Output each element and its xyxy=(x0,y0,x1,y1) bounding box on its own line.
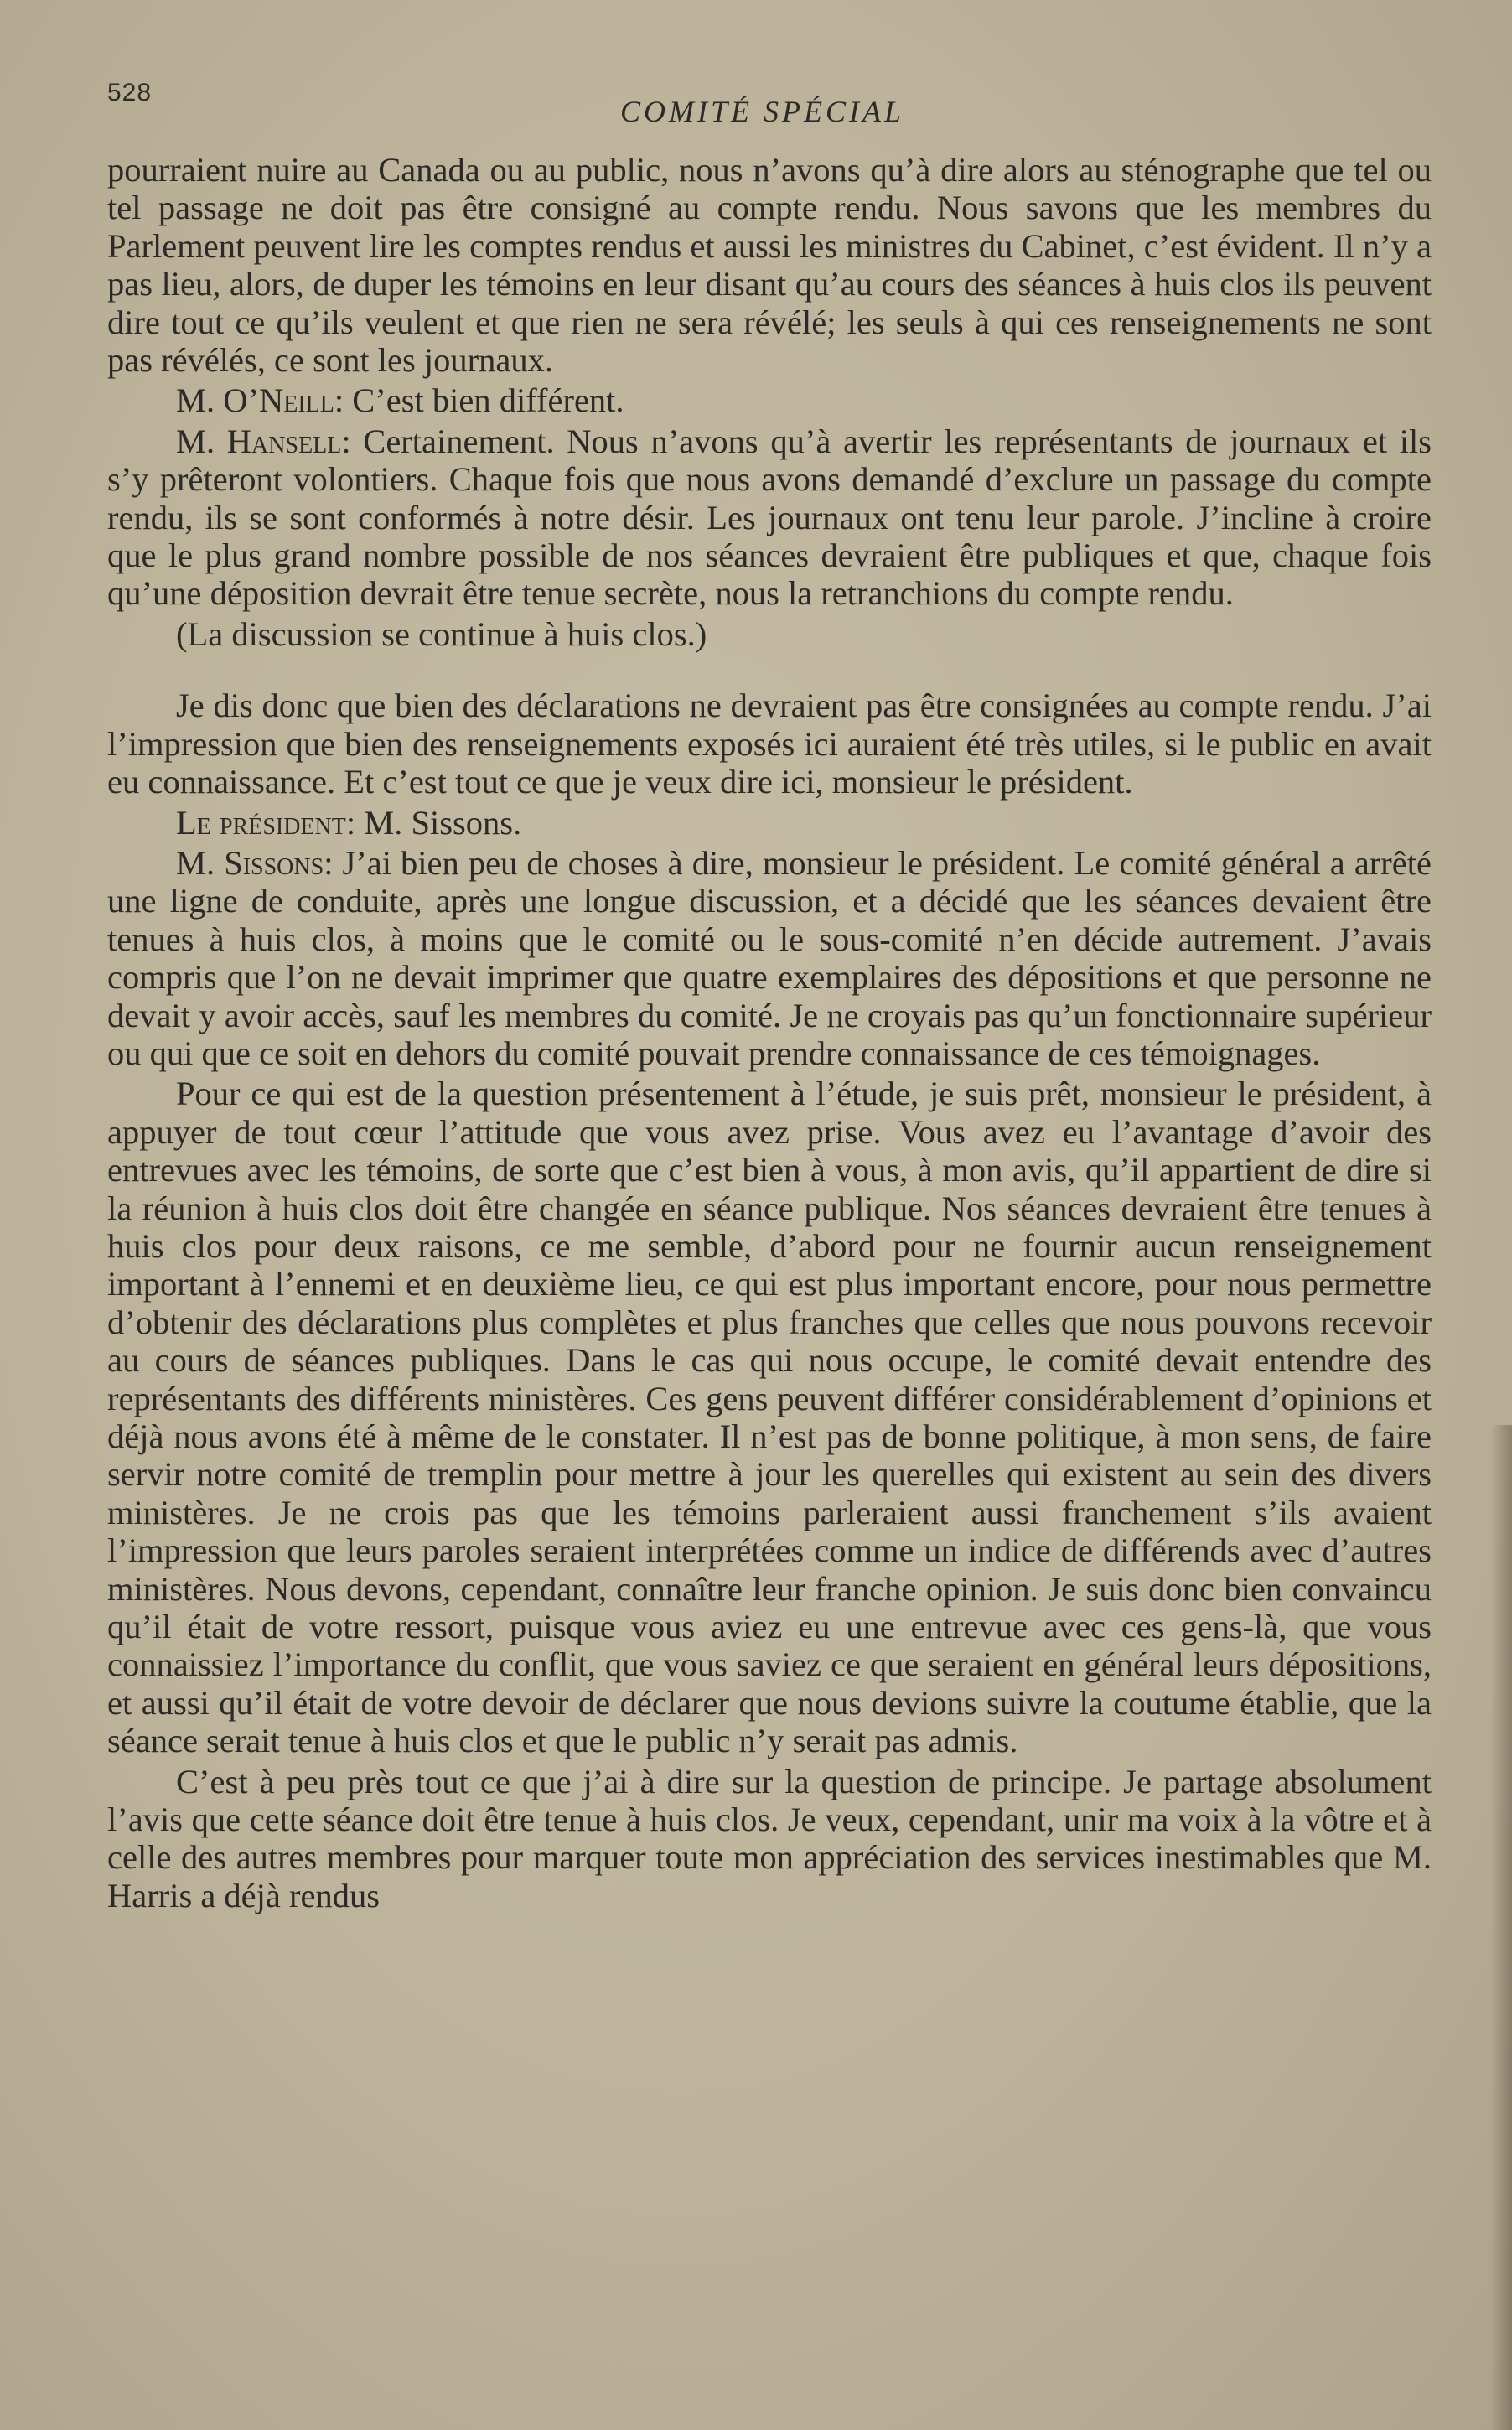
paragraph-oneill xyxy=(107,381,1432,419)
page-edge-shadow xyxy=(1490,1425,1512,2430)
paragraph-sissons-final: C’est à peu près tout ce que j’ai à dire sur la question de principe. Je partage absolument l’avis que cette séance doit être tenue à huis clos. Je veux, cependant, unir ma voix à la vôtre et à celle des autres membres pour marquer toute mon appréciation des services inestimables que M. Harris a déjà rendus xyxy=(107,1762,1432,1914)
paragraph-sissons-continued: Pour ce qui est de la question présentement à l’étude, je suis prêt, monsieur le président, à appuyer de tout cœur l’attitude que vous avez prise. Vous avez eu l’avantage d’avoir des entrevues avec les témoins, de sorte que c’est bien à vous, à mon avis, qu’il appartient de dire si la réunion à huis clos doit être changée en séance publique. Nos séances devraient être tenues à huis clos pour deux raisons, ce me semble, d’abord pour ne fournir aucun renseignement important à l’ennemi et en deuxième lieu, ce qui est plus important encore, pour nous permettre d’obtenir des déclarations plus complètes et plus franches que celles que nous pouvons recevoir au cours de séances publiques. Dans le cas qui nous occupe, le comité devait entendre des représentants des différents ministères. Ces gens peuvent différer considérablement d’opinions et déjà nous avons été à même de le constater. Il n’est pas de bonne politique, à mon sens, de faire servir notre comité de tremplin pour mettre à jour les querelles qui existent au sein des divers ministères. Je ne crois pas que les témoins parleraient aussi franchement s’ils avaient l’impression que leurs paroles seraient interprétées comme un indice de différends avec d’autres ministères. Nous devons, cependant, connaître leur franche opinion. Je suis donc bien convaincu qu’il était de votre ressort, puisque vous aviez eu une entrevue avec ces gens-là, que vous connaissiez l’importance du conflit, que vous saviez ce que seraient en général leurs dépositions, et aussi qu’il était de votre devoir de déclarer que nous devions suivre la coutume établie, que la séance serait tenue à huis clos et que le public n’y serait pas admis. xyxy=(107,1075,1432,1760)
speech-text: C’est bien différent. xyxy=(344,381,624,420)
speech-text: M. Sissons. xyxy=(355,803,522,842)
speaker-name: M. Hansell: xyxy=(176,422,351,460)
running-head: COMITÉ SPÉCIAL xyxy=(620,95,904,128)
stage-direction: (La discussion se continue à huis clos.) xyxy=(176,614,707,653)
body-text xyxy=(107,151,1432,1917)
paragraph-hansell xyxy=(107,422,1432,613)
speaker-name: M. Sissons: xyxy=(176,843,334,882)
page-number: 528 xyxy=(107,79,153,106)
speaker-name: M. O’Neill: xyxy=(176,381,344,420)
paragraph-sissons xyxy=(107,844,1432,1072)
paragraph-continuation: pourraient nuire au Canada ou au public, nous n’avons qu’à dire alors au sténographe que tel ou tel passage ne doit pas être consigné au compte rendu. Nous savons que les membres du Parlement peuvent lire les comptes rendus et aussi les ministres du Cabinet, c’est évident. Il n’y a pas lieu, alors, de duper les témoins en leur disant qu’au cours des séances à huis clos ils peuvent dire tout ce qu’ils veulent et que rien ne sera révélé; les seuls à qui ces renseignements ne sont pas révélés, ce sont les journaux. xyxy=(107,151,1432,380)
speech-text: J’ai bien peu de choses à dire, monsieur le président. Le comité général a arrêté une ligne de conduite, après une longue discussion, et a décidé que les séances devaient être tenues à huis clos, à moins que le comité ou le sous-comité n’en décide autrement. J’avais compris que l’on ne devait imprimer que quatre exemplaires des dépositions et que personne ne devait y avoir accès, sauf les membres du comité. Je ne croyais pas qu’un fonctionnaire supérieur ou qui que ce soit en dehors du comité pouvait prendre connaissance de ces témoignages. xyxy=(107,843,1432,1072)
speech-text: Certainement. Nous n’avons qu’à avertir les représentants de journaux et ils s’y prêteront volontiers. Chaque fois que nous avons demandé d’exclure un passage du compte rendu, ils se sont conformés à notre désir. Les journaux ont tenu leur parole. J’incline à croire que le plus grand nombre possible de nos séances devraient être publiques et que, chaque fois qu’une déposition devrait être tenue secrète, nous la retranchions du compte rendu. xyxy=(107,422,1432,613)
paragraph-statement: Je dis donc que bien des déclarations ne devraient pas être consignées au compte rendu. J’ai l’impression que bien des renseignements exposés ici auraient été très utiles, si le public en avait eu connaissance. Et c’est tout ce que je veux dire ici, monsieur le président. xyxy=(107,687,1432,801)
speaker-name: Le président: xyxy=(176,803,356,842)
paragraph-president xyxy=(107,804,1432,842)
